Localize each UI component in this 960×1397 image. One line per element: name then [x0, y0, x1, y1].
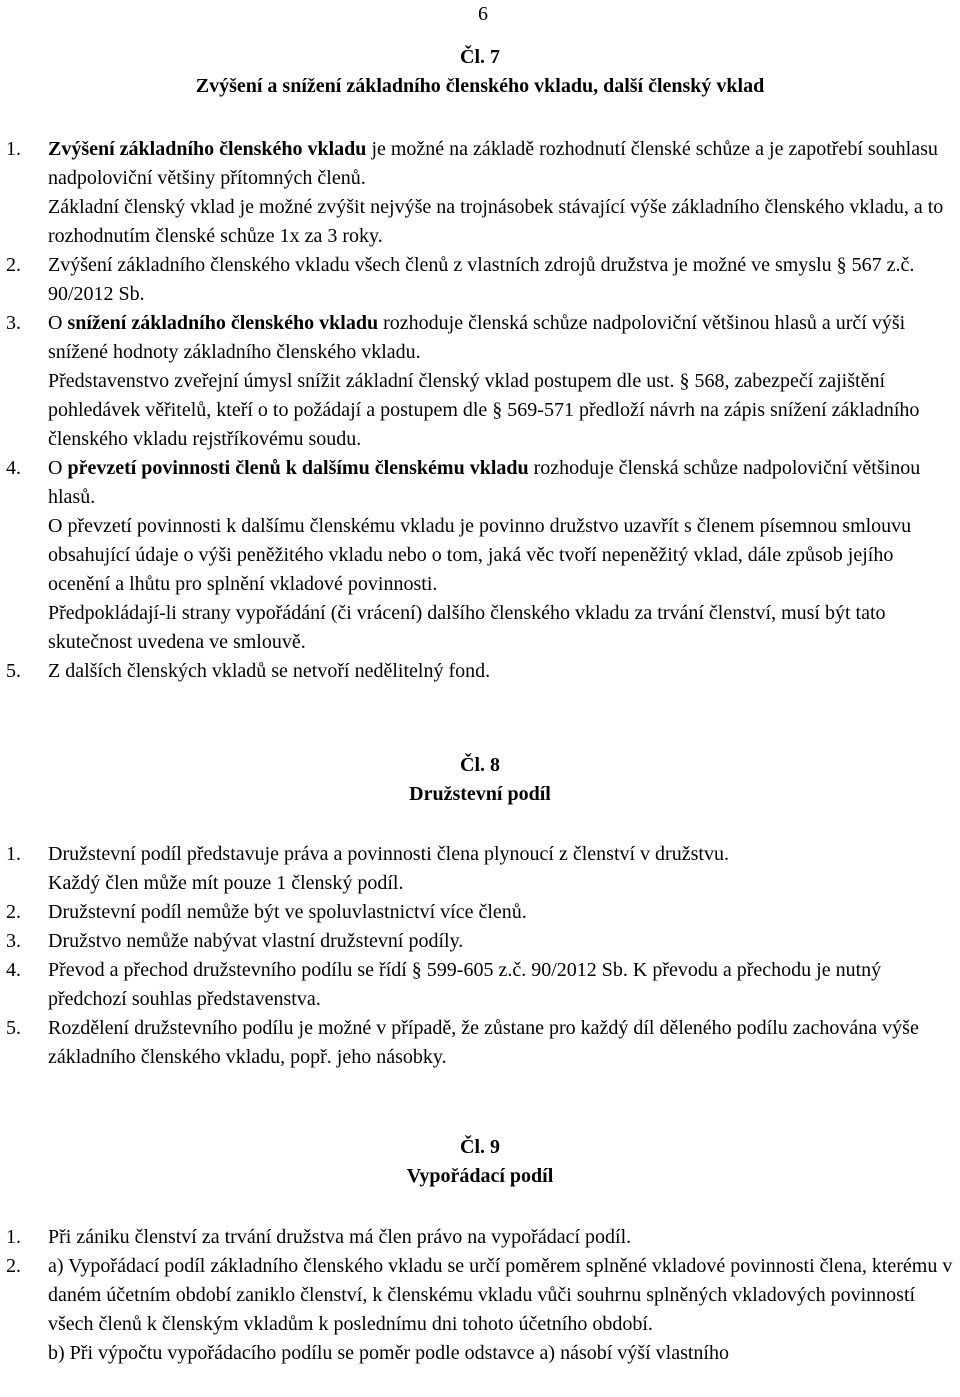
- paragraph: [48, 1252, 958, 1339]
- text-run: Družstevní podíl nemůže být ve spoluvlastnictví více členů.: [48, 901, 527, 923]
- item-marker: 2.: [6, 254, 21, 276]
- item-marker: 5.: [6, 660, 21, 682]
- paragraph: [48, 1014, 958, 1072]
- article-heading-9: [0, 1133, 960, 1191]
- list-item: [6, 898, 958, 927]
- list-item: [6, 956, 958, 1014]
- paragraph: [48, 251, 958, 309]
- item-marker: 2.: [6, 901, 21, 923]
- text-run: Zvýšení základního členského vkladu všech členů z vlastních zdrojů družstva je možné ve smyslu § 567 z.č. 90/2012 Sb.: [48, 254, 915, 305]
- article-title: Vypořádací podíl: [406, 1165, 554, 1187]
- text-run: je možné na základě rozhodnutí členské schůze a je zapotřebí souhlasu nadpoloviční většiny přítomných členů.: [48, 138, 938, 189]
- text-run: Představenstvo zveřejní úmysl snížit základní členský vklad postupem dle ust. § 568, zabezpečí zajištění pohledávek věřitelů, kteří o to požádají a postupem dle § 569-571 předloží návrh na zápis snížení základního členského vkladu rejstříkovému soudu.: [48, 370, 920, 450]
- list-item: [6, 135, 958, 251]
- text-run: Družstevní podíl představuje práva a povinnosti člena plynoucí z členství v družstvu.: [48, 843, 729, 865]
- text-run: O: [48, 312, 68, 334]
- paragraph: [48, 367, 958, 454]
- article-number: Čl. 7: [460, 46, 500, 68]
- item-marker: 3.: [6, 930, 21, 952]
- text-run: Předpokládají-li strany vypořádání (či vrácení) dalšího členského vkladu za trvání členství, musí být tato skutečnost uvedena ve smlouvě.: [48, 602, 886, 653]
- list-item: [6, 657, 958, 686]
- paragraph: [48, 1339, 958, 1368]
- article-heading-7: [0, 43, 960, 101]
- list-item: [6, 454, 958, 657]
- item-marker: 1.: [6, 138, 21, 160]
- list-item: [6, 1223, 958, 1252]
- paragraph: [48, 840, 958, 869]
- article-title: Zvýšení a snížení základního členského vkladu, další členský vklad: [195, 75, 765, 97]
- item-marker: 4.: [6, 457, 21, 479]
- bold-text: Zvýšení základního členského vkladu: [48, 138, 367, 160]
- text-run: Z dalších členských vkladů se netvoří nedělitelný fond.: [48, 660, 491, 682]
- list-item: [6, 840, 958, 898]
- list-item: [6, 251, 958, 309]
- article-8-list: [6, 840, 958, 1072]
- bold-text: snížení základního členského vkladu: [67, 312, 379, 334]
- paragraph: [48, 927, 958, 956]
- article-number: Čl. 9: [460, 1136, 500, 1158]
- paragraph: [48, 657, 958, 686]
- list-item: [6, 1252, 958, 1368]
- item-marker: 3.: [6, 312, 21, 334]
- bold-text: převzetí povinnosti členů k dalšímu členskému vkladu: [67, 457, 529, 479]
- text-run: b) Při výpočtu vypořádacího podílu se poměr podle odstavce a) násobí výší vlastního: [48, 1342, 729, 1364]
- article-title: Družstevní podíl: [409, 783, 551, 805]
- text-run: rozhoduje členská schůze nadpoloviční většinou hlasů a určí výši snížené hodnoty základního členského vkladu.: [48, 312, 906, 363]
- paragraph: [48, 135, 958, 193]
- list-item: [6, 927, 958, 956]
- article-9-list: [6, 1223, 958, 1368]
- paragraph: [48, 898, 958, 927]
- article-7-list: [6, 135, 958, 686]
- article-heading-8: [0, 751, 960, 809]
- text-run: Rozdělení družstevního podílu je možné v případě, že zůstane pro každý díl děleného podílu zachována výše základního členského vkladu, popř. jeho násobky.: [48, 1017, 919, 1068]
- text-run: a) Vypořádací podíl základního členského vkladu se určí poměrem splněné vkladové povinnosti člena, kterému v daném účetním období zaniklo členství, k členskému vkladu vůči souhrnu splněných vkladových povinností všech členů k členským vkladům k poslednímu dni tohoto účetního období.: [48, 1255, 953, 1335]
- article-number: Čl. 8: [460, 754, 500, 776]
- paragraph: [48, 309, 958, 367]
- paragraph: [48, 599, 958, 657]
- item-marker: 4.: [6, 959, 21, 981]
- item-marker: 1.: [6, 1226, 21, 1248]
- item-marker: 5.: [6, 1017, 21, 1039]
- item-marker: 1.: [6, 843, 21, 865]
- paragraph: [48, 869, 958, 898]
- text-run: Každý člen může mít pouze 1 členský podíl.: [48, 872, 404, 894]
- text-run: Převod a přechod družstevního podílu se řídí § 599-605 z.č. 90/2012 Sb. K převodu a přechodu je nutný předchozí souhlas představenstva.: [48, 959, 882, 1010]
- text-run: O: [48, 457, 68, 479]
- text-run: Základní členský vklad je možné zvýšit nejvýše na trojnásobek stávající výše základního členského vkladu, a to rozhodnutím členské schůze 1x za 3 roky.: [48, 196, 944, 247]
- list-item: [6, 1014, 958, 1072]
- paragraph: [48, 454, 958, 512]
- text-run: Při zániku členství za trvání družstva má člen právo na vypořádací podíl.: [48, 1226, 632, 1248]
- text-run: Družstvo nemůže nabývat vlastní družstevní podíly.: [48, 930, 464, 952]
- page-number: 6: [478, 3, 488, 25]
- paragraph: [48, 1223, 958, 1252]
- text-run: O převzetí povinnosti k dalšímu členskému vkladu je povinno družstvo uzavřít s členem písemnou smlouvu obsahující údaje o výši peněžitého vkladu nebo o tom, jaká věc tvoří nepeněžitý vklad, dále způsob jejího ocenění a lhůtu pro splnění vkladové povinnosti.: [48, 515, 912, 595]
- list-item: [6, 309, 958, 454]
- paragraph: [48, 512, 958, 599]
- item-marker: 2.: [6, 1255, 21, 1277]
- paragraph: [48, 956, 958, 1014]
- paragraph: [48, 193, 958, 251]
- text-run: rozhoduje členská schůze nadpoloviční většinou hlasů.: [48, 457, 921, 508]
